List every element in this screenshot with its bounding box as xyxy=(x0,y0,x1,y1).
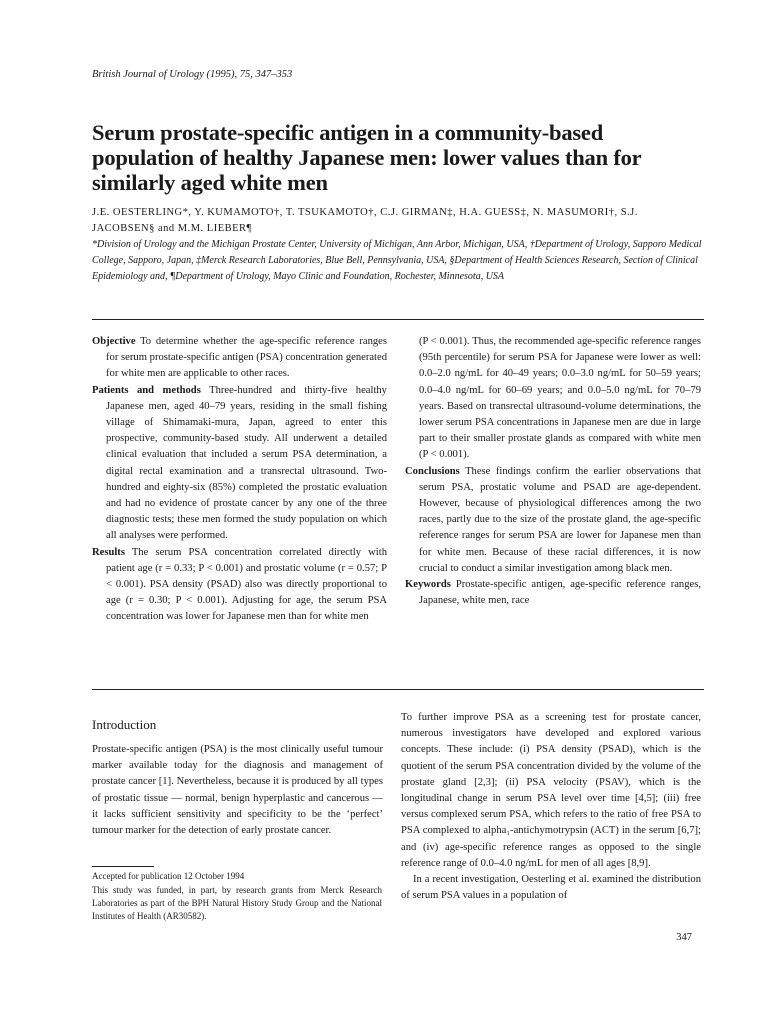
conclusions-text: These findings confirm the earlier observations that serum PSA, prostatic volume and PSAD are age-dependent. However, because of physiological differences among the two races, partly due to the size of the prostate gland, the age-specific reference ranges for serum PSA are lower for Japanese men than for white men. Because of these racial differences, it is now crucial to conduct a similar investigation among black men. xyxy=(419,465,701,574)
abstract-column-right xyxy=(405,334,701,609)
intro-paragraph-1: Prostate-specific antigen (PSA) is the most clinically useful tumour marker available today for the diagnosis and management of prostate cancer [1]. Nevertheless, because it is produced by all types of prostatic tissue — normal, benign hyperplastic and cancerous — it lacks sufficient sensitivity and specificity to be the ‘perfect’ tumour marker for the detection of early prostate cancer. xyxy=(92,744,383,837)
author-list: J.E. OESTERLING*, Y. KUMAMOTO†, T. TSUKAMOTO†, C.J. GIRMAN‡, H.A. GUESS‡, N. MASUMORI†, S.J. JACOBSEN§ and M.M. LIEBER¶ xyxy=(92,207,638,234)
intro-paragraph-2: To further improve PSA as a screening test for prostate cancer, numerous investigators have developed and explored various concepts. These include: (i) PSA density (PSAD), which is the quotient of the serum PSA concentration divided by the volume of the prostate gland [2,3]; (ii) PSA velocity (PSAV), which is the longitudinal change in serum PSA level over time [4,5]; (iii) free versus complexed serum PSA, which refers to the ratio of free PSA to PSA complexed to alpha₁-antichymotrypsin (ACT) in the serum [6,7]; and (iv) age-specific reference ranges as opposed to the single reference range of 0.0–4.0 ng/mL for men of all ages [8,9]. xyxy=(401,712,701,869)
conclusions-label: Conclusions xyxy=(405,465,460,477)
abstract-bottom-rule xyxy=(92,689,704,690)
keywords-text: Prostate-specific antigen, age-specific reference ranges, Japanese, white men, race xyxy=(419,579,701,607)
abstract-top-rule xyxy=(92,319,704,320)
abstract-results-continued: (P < 0.001). Thus, the recommended age-specific reference ranges (95th percentile) for serum PSA for Japanese were lower as well: 0.0–2.0 ng/mL for 40–49 years; 0.0–3.0 ng/mL for 50–59 years; 0.0–4.0 ng/mL for 60–69 years; and 0.0–5.0 ng/mL for 70–79 years. Based on transrectal ultrasound-volume determinations, the lower serum PSA concentrations in Japanese men are due in large part to their smaller prostate glands as compared with white men (P < 0.001). xyxy=(419,336,701,461)
results-label: Results xyxy=(92,546,125,558)
methods-text: Three-hundred and thirty-five healthy Japanese men, aged 40–79 years, residing in the small fishing village of Shimamaki-mura, Japan, agreed to enter this prospective, community-based study. All underwent a detailed clinical evaluation that included a serum PSA determination, a digital rectal examination and a transrectal ultrasound. Two-hundred and eighty-six (85%) completed the prostatic evaluation and had no evidence of prostate cancer by any one of the three diagnostic tests; these men formed the study population on which all analyses were performed. xyxy=(106,384,387,542)
article-title: Serum prostate-specific antigen in a community-based population of healthy Japanese men: lower values than for similarly aged white men xyxy=(92,120,642,195)
funding-note: This study was funded, in part, by research grants from Merck Research Laboratories as part of the BPH Natural History Study Group and the National Institutes of Health (AR30582). xyxy=(92,885,382,921)
keywords-label: Keywords xyxy=(405,579,451,591)
abstract-keywords xyxy=(405,577,701,609)
journal-citation: British Journal of Urology (1995), 75, 347–353 xyxy=(92,69,293,80)
footnote-rule xyxy=(92,866,154,867)
methods-label: Patients and methods xyxy=(92,384,201,396)
abstract-results xyxy=(92,545,387,626)
author-affiliations: *Division of Urology and the Michigan Prostate Center, University of Michigan, Ann Arbor, Michigan, USA, †Department of Urology, Sapporo Medical College, Sapporo, Japan, ‡Merck Research Laboratories, Blue Bell, Pennsylvania, USA, §Department of Health Sciences Research, Section of Clinical Epidemiology and, ¶Department of Urology, Mayo Clinic and Foundation, Rochester, Minnesota, USA xyxy=(92,239,702,282)
abstract-conclusions xyxy=(405,464,701,577)
footnotes xyxy=(92,870,382,923)
abstract-column-left xyxy=(92,334,387,626)
abstract-objective xyxy=(92,334,387,383)
abstract-methods xyxy=(92,383,387,545)
intro-paragraph-3: In a recent investigation, Oesterling et al. examined the distribution of serum PSA values in a population of xyxy=(401,874,701,902)
objective-text: To determine whether the age-specific reference ranges for serum prostate-specific antigen (PSA) concentration generated for white men are applicable to other races. xyxy=(106,336,387,380)
page-number: 347 xyxy=(676,932,692,943)
results-text: The serum PSA concentration correlated directly with patient age (r = 0.33; P < 0.001) and prostatic volume (r = 0.57; P < 0.001). PSA density (PSAD) also was directly proportional to age (r = 0.30; P < 0.001). Adjusting for age, the serum PSA concentration was lower for Japanese men than for white men xyxy=(106,546,387,623)
introduction-heading: Introduction xyxy=(92,717,157,732)
accepted-note: Accepted for publication 12 October 1994 xyxy=(92,871,245,881)
body-column-left xyxy=(92,742,383,839)
objective-label: Objective xyxy=(92,336,136,347)
body-column-right xyxy=(401,710,701,904)
